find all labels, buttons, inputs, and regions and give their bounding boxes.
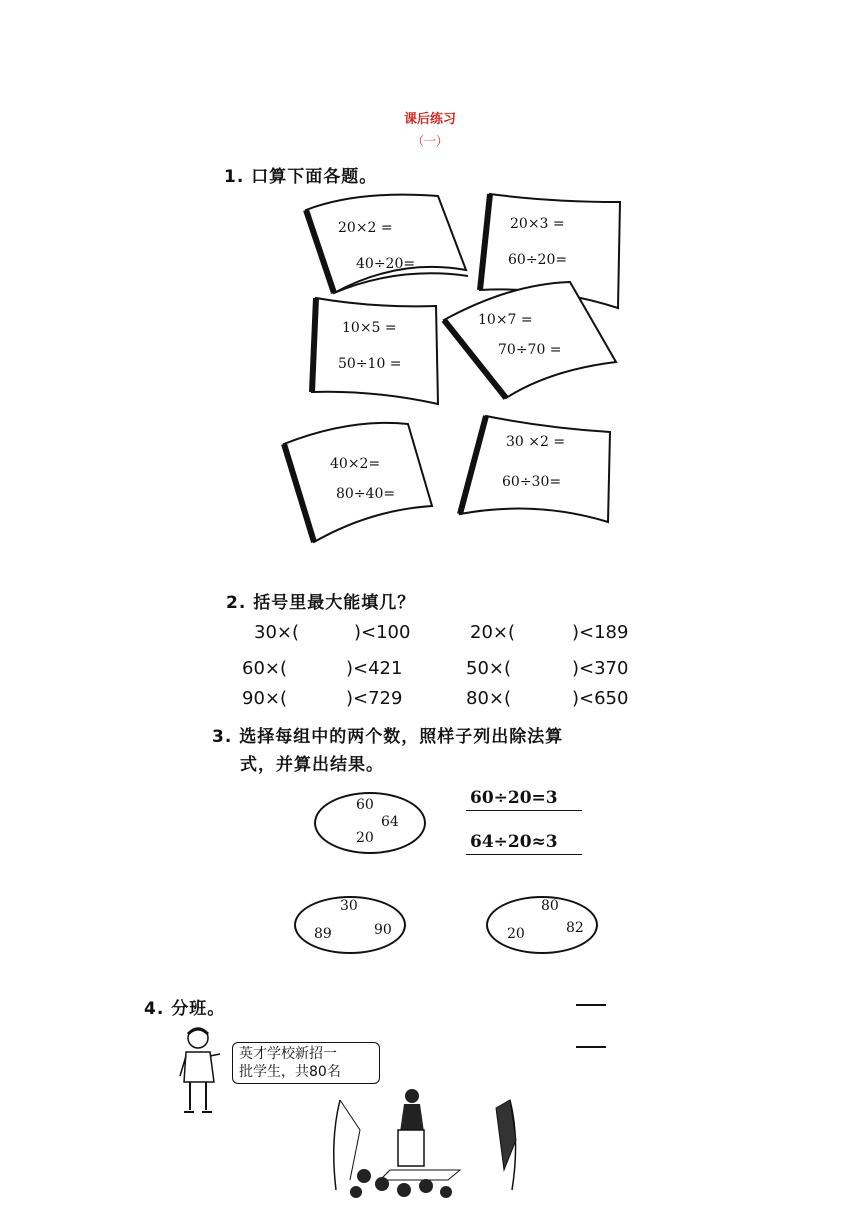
stage-icon	[320, 1080, 530, 1200]
speech-line-2: 批学生，共80名	[239, 1064, 341, 1080]
q2-item-2-right: )<189	[572, 622, 629, 643]
page-title: 课后练习	[403, 112, 456, 127]
q2-item-5-left: 90×(	[242, 688, 288, 709]
answer-line-1	[466, 810, 582, 811]
answer-blank-2	[576, 1046, 606, 1048]
q2-item-3-right: )<421	[346, 658, 403, 679]
q2-item-2-left: 20×(	[470, 622, 516, 643]
book-4	[440, 280, 620, 404]
q4-heading: 4. 分班。	[144, 999, 226, 1019]
q2-item-5-right: )<729	[346, 688, 403, 709]
book-1-line2: 40÷20=	[356, 256, 416, 272]
oval-3-num-3: 82	[566, 920, 584, 936]
book-1-line1: 20×2 =	[338, 220, 393, 236]
example-oval-num-3: 20	[356, 830, 374, 846]
book-icon	[440, 280, 620, 400]
speech-bubble	[232, 1042, 380, 1084]
book-4-line2: 70÷70 =	[498, 342, 562, 358]
speech-line-1: 英才学校新招一	[239, 1046, 337, 1062]
book-2-line1: 20×3 =	[510, 216, 565, 232]
answer-blank-1	[576, 1004, 606, 1006]
book-3-line1: 10×5 =	[342, 320, 397, 336]
book-4-line1: 10×7 =	[478, 312, 533, 328]
q2-item-4-right: )<370	[572, 658, 629, 679]
example-oval-num-1: 60	[356, 797, 374, 813]
q2-item-6-left: 80×(	[466, 688, 512, 709]
q2-item-1-right: )<100	[354, 622, 411, 643]
oval-2-num-3: 90	[374, 922, 392, 938]
example-answer-2: 64÷20≈3	[470, 832, 558, 852]
book-3	[304, 294, 454, 414]
oval-3-num-1: 80	[541, 898, 559, 914]
book-icon	[456, 414, 616, 522]
teacher-icon	[176, 1024, 226, 1116]
book-icon	[304, 294, 454, 410]
page-subtitle: （一）	[411, 134, 448, 148]
q2-item-6-right: )<650	[572, 688, 629, 709]
book-icon	[280, 410, 440, 546]
q3-heading-line1: 3. 选择每组中的两个数，照样子列出除法算	[212, 727, 564, 747]
q2-item-1-left: 30×(	[254, 622, 300, 643]
book-5	[280, 410, 440, 550]
book-6-line1: 30 ×2 =	[506, 434, 566, 450]
q2-heading: 2. 括号里最大能填几？	[226, 593, 416, 613]
book-6-line2: 60÷30=	[502, 474, 562, 490]
q2-item-4-left: 50×(	[466, 658, 512, 679]
q3-heading-line2: 式，并算出结果。	[240, 755, 384, 775]
q2-item-3-left: 60×(	[242, 658, 288, 679]
book-3-line2: 50÷10 =	[338, 356, 402, 372]
example-oval-num-2: 64	[381, 814, 399, 830]
oval-3-num-2: 20	[507, 926, 525, 942]
example-answer-1: 60÷20=3	[470, 788, 558, 808]
book-6	[456, 414, 616, 526]
answer-line-2	[466, 854, 582, 855]
oval-2-num-1: 30	[340, 898, 358, 914]
book-2-line2: 60÷20=	[508, 252, 568, 268]
book-5-line2: 80÷40=	[336, 486, 396, 502]
book-5-line1: 40×2=	[330, 456, 381, 472]
q1-heading: 1. 口算下面各题。	[224, 167, 378, 187]
classroom-illustration	[320, 1080, 530, 1204]
teacher-illustration	[176, 1024, 226, 1120]
oval-2-num-2: 89	[314, 926, 332, 942]
